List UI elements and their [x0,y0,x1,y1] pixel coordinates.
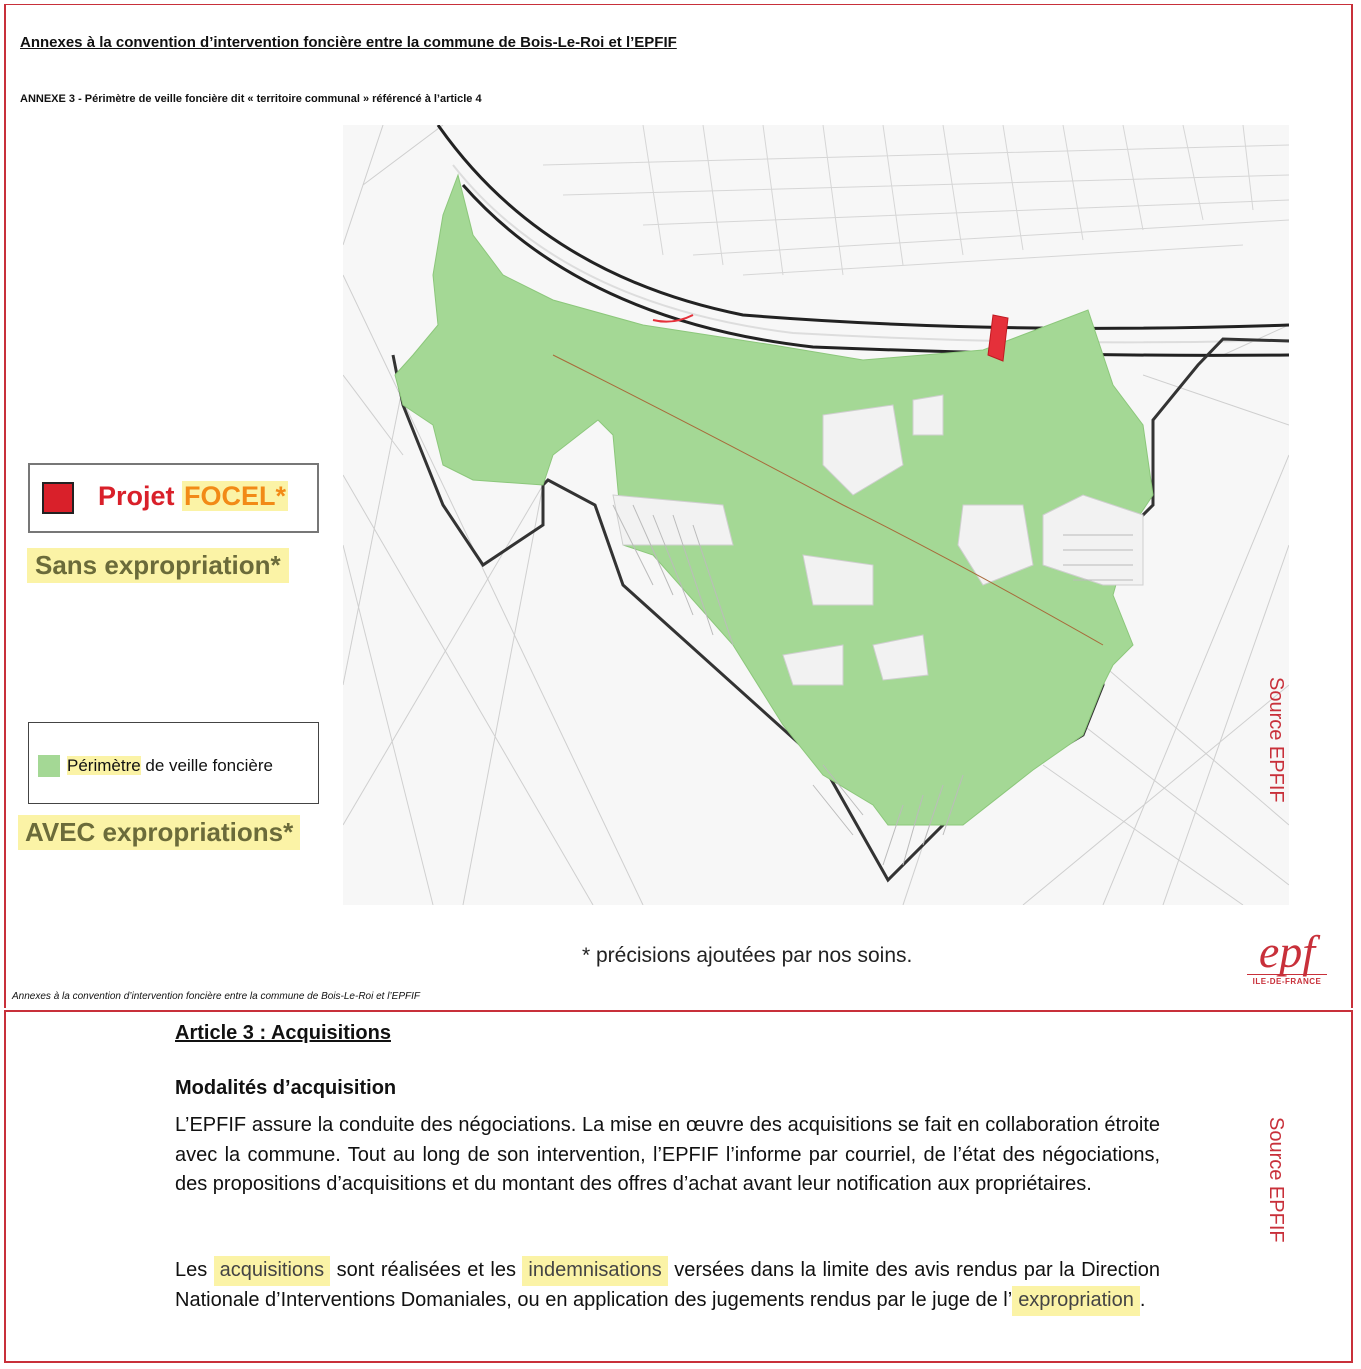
focel-label [98,481,288,512]
focel-swatch [42,482,74,514]
p2-text-d: . [1139,1288,1146,1311]
epf-logo-subtitle: ILE-DE-FRANCE [1247,974,1327,986]
perimeter-legend-rest: de veille foncière [140,756,273,775]
p2-text-b: sont réalisées et les [330,1259,523,1281]
p2-highlight-acquisitions: acquisitions [214,1256,331,1286]
perimeter-legend-highlight: Périmètre [67,756,141,775]
town-grid [543,125,1289,275]
page-footer: Annexes à la convention d’intervention foncière entre la commune de Bois-Le-Roi et l’EPFIF [12,991,420,1002]
perimeter-legend-label [67,756,273,776]
epf-logo [1247,926,1327,986]
article-paragraph-2 [175,1256,1160,1315]
document-title: Annexes à la convention d’intervention foncière entre la commune de Bois-Le-Roi et l’EPFIF [20,34,677,51]
sans-expropriation-label: Sans expropriation* [27,548,289,583]
avec-expropriations-label: AVEC expropriations* [18,815,300,850]
p2-highlight-indemnisations: indemnisations [522,1256,667,1286]
river-north-bank [438,125,1289,328]
p2-text-a: Les [175,1259,214,1281]
focel-label-highlight: FOCEL* [184,481,287,511]
focel-legend-box [28,463,319,533]
article-subtitle: Modalités d’acquisition [175,1077,397,1099]
annex-heading: ANNEXE 3 - Périmètre de veille foncière dit « territoire communal » référencé à l’article 4 [20,93,482,105]
source-label-bottom: Source EPFIF [1265,1117,1287,1243]
focel-label-prefix: Projet [98,481,183,511]
footnote: * précisions ajoutées par nos soins. [582,944,913,967]
article-title: Article 3 : Acquisitions [175,1022,391,1044]
source-label-top: Source EPFIF [1265,677,1287,803]
article-paragraph-1: L’EPFIF assure la conduite des négociations. La mise en œuvre des acquisitions se fait en collaboration étroite avec la commune. Tout au long de son intervention, l’EPFIF l’informe par courriel, de l’état des négociations, des propositions d’acquisitions et du montant des offres d’achat avant leur notification aux propriétaires. [175,1114,1160,1195]
perimeter-swatch [38,755,60,777]
perimeter-legend-box [28,722,319,804]
perimeter-map [343,125,1289,905]
veille-fonciere-perimeter [395,175,1153,825]
map-drawing [343,125,1289,905]
p2-text-c: versées dans la limite des avis rendus par la Direction Nationale d’Interventions Domaniales, ou en application des jugements rendus par le juge de l’ [175,1259,1160,1311]
p2-highlight-expropriation: expropriation [1012,1286,1140,1316]
epf-logo-word: epf [1258,926,1316,977]
